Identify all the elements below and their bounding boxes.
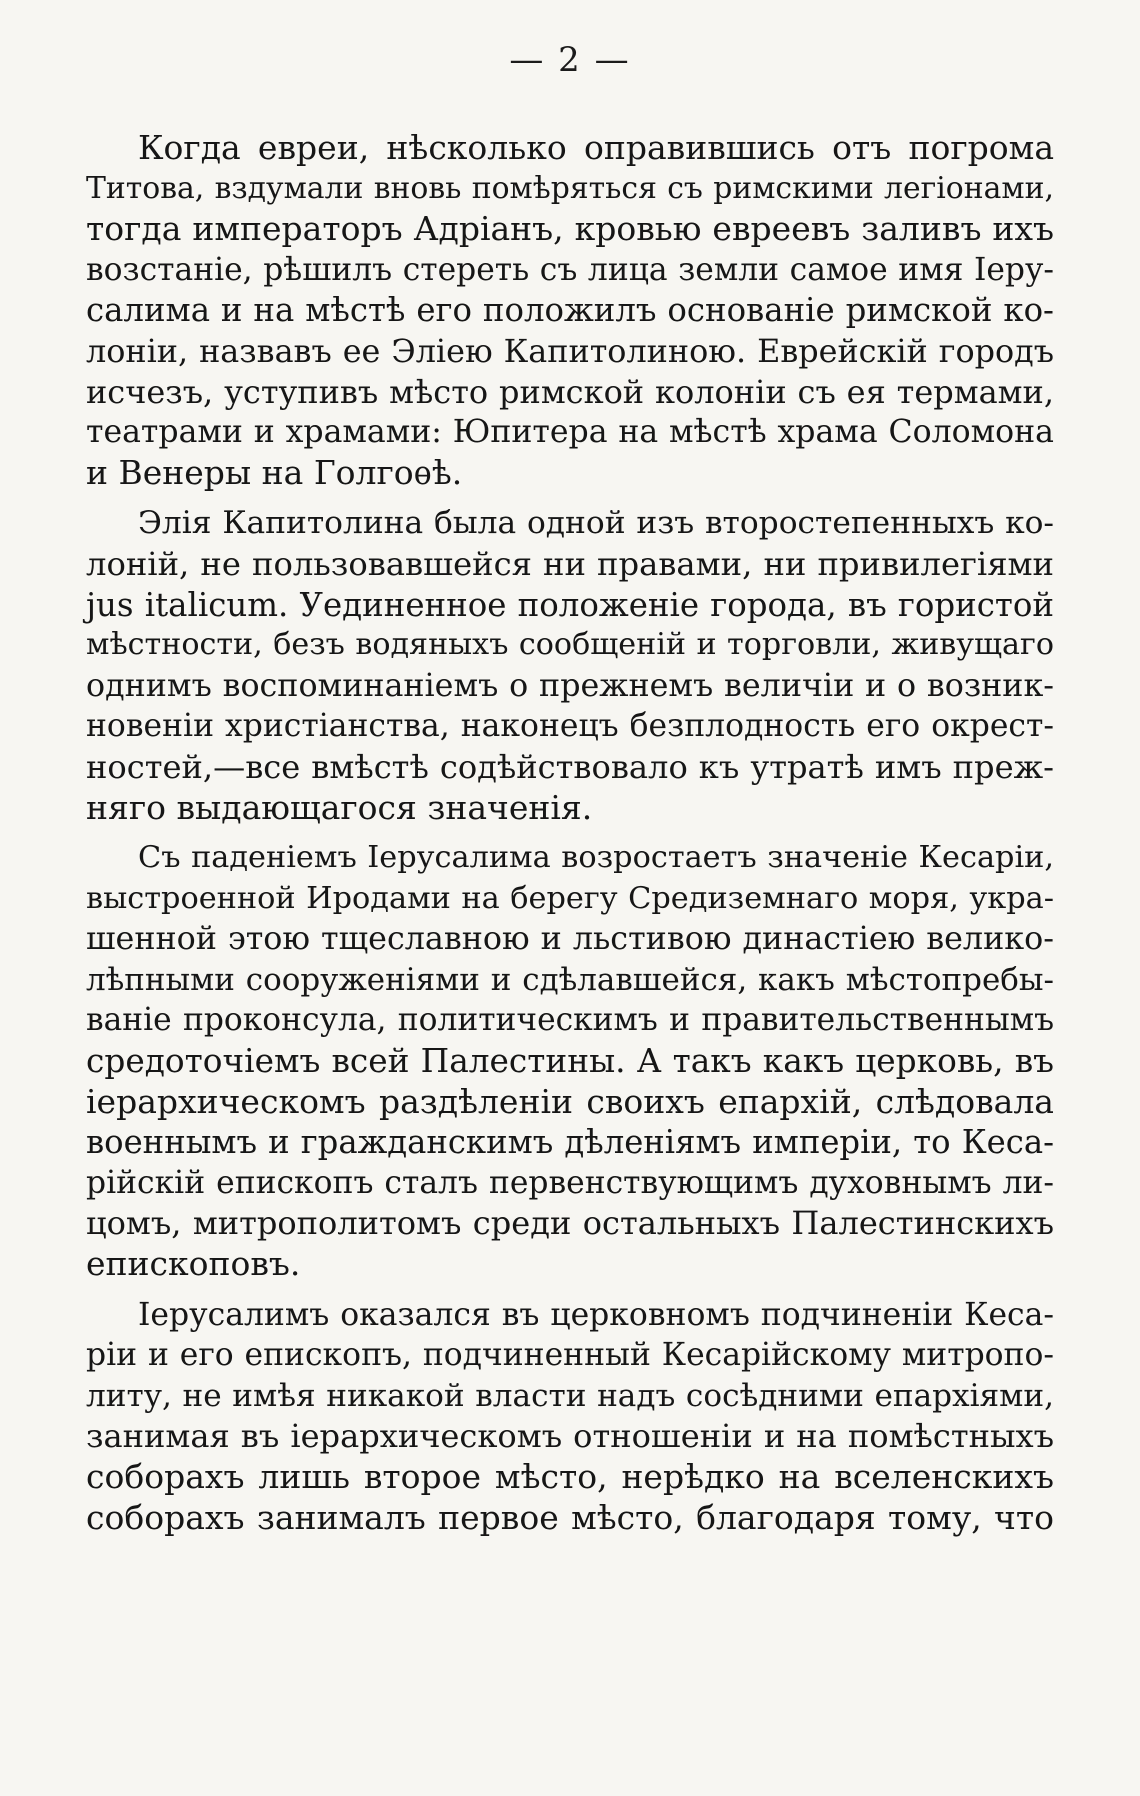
- text-line: jus italicum. Уединенное положеніе города, въ гористой: [86, 585, 1054, 624]
- text-line: исчезъ, уступивъ мѣсто римской колоніи съ ея термами,: [86, 372, 1054, 411]
- text-line: Элія Капитолина была одной изъ второстепенныхъ ко-: [138, 505, 1054, 542]
- text-line: средоточіемъ всей Палестины. А такъ какъ церковь, въ: [86, 1042, 1054, 1081]
- text-line: іерархическомъ раздѣленіи своихъ епархій, слѣдовала: [86, 1081, 1054, 1121]
- text-line: занимая въ іерархическомъ отношеніи и на помѣстныхъ: [86, 1417, 1054, 1456]
- text-line: ваніе проконсула, политическимъ и правительственнымъ: [86, 1002, 1054, 1039]
- text-line: мѣстности, безъ водяныхъ сообщеній и торговли, живущаго: [86, 627, 1054, 663]
- paragraph: [86, 128, 1054, 493]
- text-line: однимъ воспоминаніемъ о прежнемъ величіи и о возник-: [86, 667, 1054, 704]
- text-line: военнымъ и гражданскимъ дѣленіямъ имперіи, то Кеса-: [86, 1123, 1054, 1162]
- paragraph: [86, 838, 1054, 1285]
- text-line: лоніи, назвавъ ее Эліею Капитолиною. Еврейскій городъ: [86, 331, 1054, 370]
- text-line: выстроенной Иродами на берегу Средиземнаго моря, укра-: [86, 880, 1054, 916]
- text-line: шенной этою тщеславною и льстивою династіею велико-: [86, 921, 1054, 958]
- text-line: Когда евреи, нѣсколько оправившись отъ погрома: [138, 128, 1054, 167]
- text-line: соборахъ занималъ первое мѣсто, благодаря тому, что: [86, 1497, 1054, 1537]
- text-line: салима и на мѣстѣ его положилъ основаніе римской ко-: [86, 291, 1054, 330]
- text-line: няго выдающагося значенія.: [86, 787, 593, 827]
- text-line: театрами и храмами: Юпитера на мѣстѣ храма Соломона: [86, 414, 1054, 451]
- text-line: возстаніе, рѣшилъ стереть съ лица земли самое имя Іеру-: [86, 251, 1054, 288]
- text-line: Съ паденіемъ Іерусалима возростаетъ значеніе Кесаріи,: [138, 840, 1054, 876]
- text-line: ріи и его епископъ, подчиненный Кесарійскому митропо-: [86, 1337, 1054, 1374]
- text-line: лоній, не пользовавшейся ни правами, ни привилегіями: [86, 544, 1054, 583]
- text-line: цомъ, митрополитомъ среди остальныхъ Палестинскихъ: [86, 1204, 1054, 1243]
- text-line: новеніи христіанства, наконецъ безплодность его окрест-: [86, 708, 1054, 745]
- paragraph: [86, 1295, 1054, 1539]
- text-line: ностей,—все вмѣстѣ содѣйствовало къ утратѣ имъ преж-: [86, 747, 1054, 786]
- page-number: — 2 —: [509, 40, 631, 80]
- text-line: тогда императоръ Адріанъ, кровью евреевъ заливъ ихъ: [86, 209, 1054, 249]
- text-line: лѣпными сооруженіями и сдѣлавшейся, какъ мѣстопребы-: [86, 961, 1054, 998]
- text-line: соборахъ лишь второе мѣсто, нерѣдко на вселенскихъ: [86, 1457, 1054, 1496]
- text-line: Іерусалимъ оказался въ церковномъ подчиненіи Кеса-: [138, 1296, 1054, 1333]
- body-text: [86, 128, 1054, 1538]
- text-line: литу, не имѣя никакой власти надъ сосѣдними епархіями,: [86, 1377, 1054, 1414]
- text-line: рійскій епископъ сталъ первенствующимъ духовнымъ ли-: [86, 1164, 1054, 1201]
- text-line: епископовъ.: [86, 1244, 301, 1284]
- text-line: Титова, вздумали вновь помѣряться съ римскими легіонами,: [86, 170, 1054, 206]
- text-line: и Венеры на Голгоѳѣ.: [86, 452, 463, 492]
- paragraph: [86, 503, 1054, 828]
